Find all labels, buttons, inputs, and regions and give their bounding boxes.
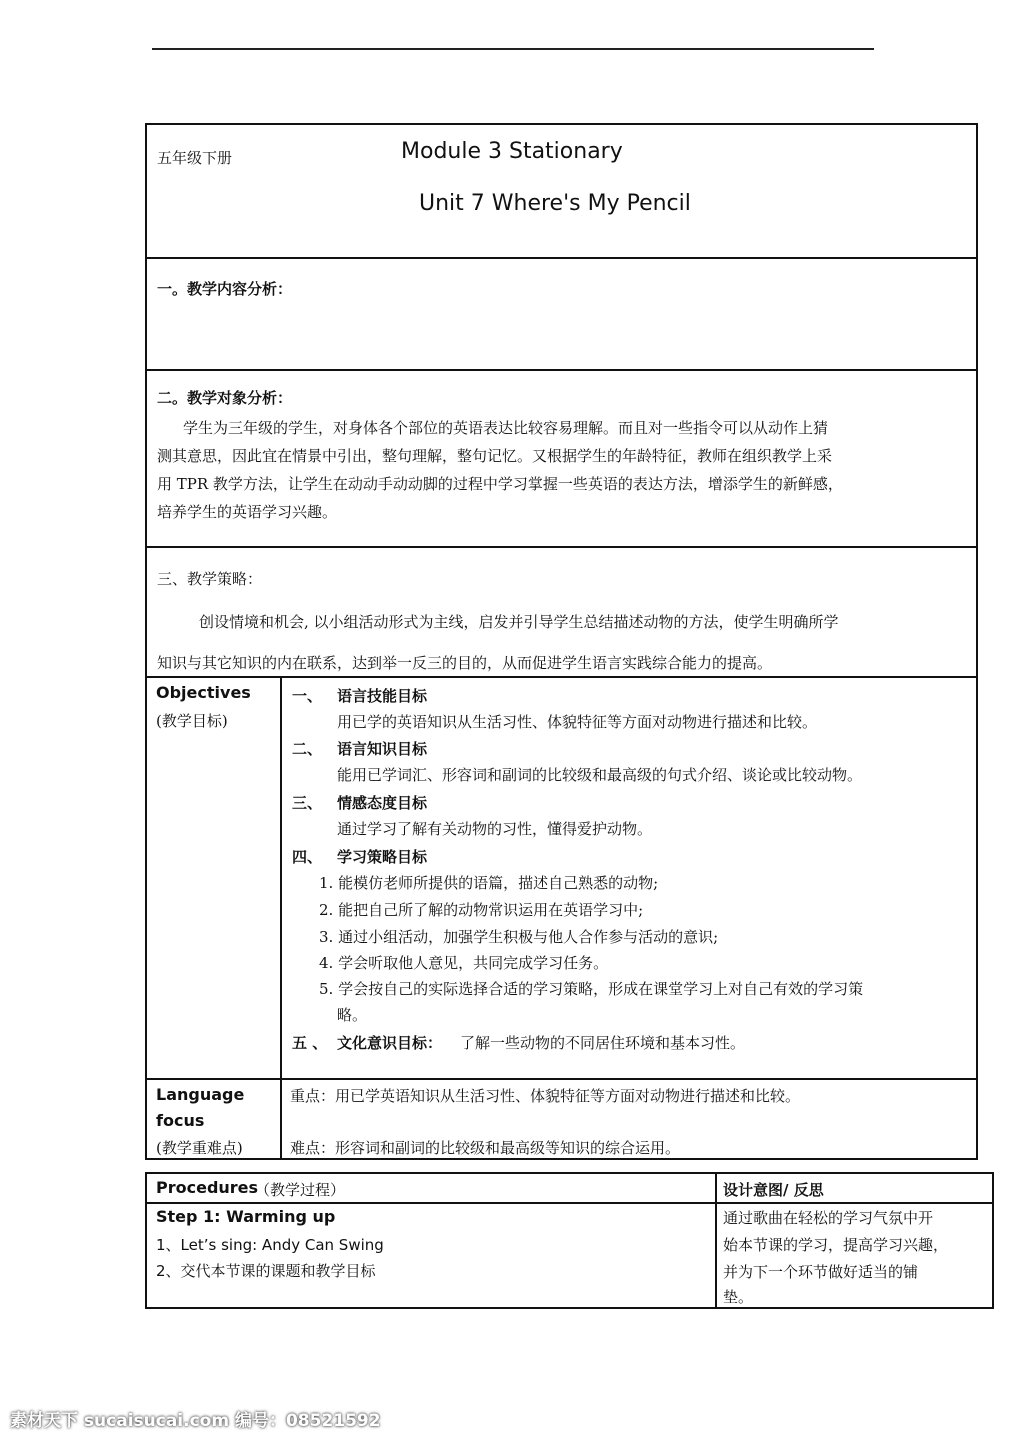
strategy-item: 1. 能模仿老师所提供的语篇，描述自己熟悉的动物; xyxy=(319,874,659,892)
objective-num: 一、 xyxy=(292,687,323,705)
content-analysis-section xyxy=(145,257,978,371)
culture-num: 五 、 xyxy=(292,1034,328,1052)
strategy-line: 知识与其它知识的内在联系，达到举一反三的目的，从而促进学生语言实践综合能力的提高。 xyxy=(157,654,773,672)
design-heading: 设计意图/ 反思 xyxy=(723,1181,824,1199)
strategy-item: 2. 能把自己所了解的动物常识运用在英语学习中; xyxy=(319,901,644,919)
procedures-heading-cn: （教学过程） xyxy=(255,1181,346,1199)
header-rule xyxy=(152,48,874,50)
step-item: 2、交代本节课的课题和教学目标 xyxy=(156,1262,376,1280)
strategy-item: 5. 学会按自己的实际选择合适的学习策略，形成在课堂学习上对自己有效的学习策 xyxy=(319,980,864,998)
procedures-heading: Procedures xyxy=(156,1178,259,1197)
procedures-divider xyxy=(715,1174,717,1307)
objective-text: 用已学的英语知识从生活习性、体貌特征等方面对动物进行描述和比较。 xyxy=(337,713,818,731)
strategy-line: 创设情境和机会, 以小组活动形式为主线，启发并引导学生总结描述动物的方法，使学生明确所学 xyxy=(199,613,839,631)
objective-num: 四、 xyxy=(292,848,323,866)
objective-title: 学习策略目标 xyxy=(337,848,428,866)
key-point: 重点：用已学英语知识从生活习性、体貌特征等方面对动物进行描述和比较。 xyxy=(290,1087,801,1105)
strategy-item: 3. 通过小组活动，加强学生积极与他人合作参与活动的意识; xyxy=(319,928,719,946)
student-analysis-line: 测其意思，因此宜在情景中引出，整句理解，整句记忆。又根据学生的年龄特征，教师在组织教学上采 xyxy=(157,447,833,465)
student-analysis-section xyxy=(145,369,978,548)
objective-title: 情感态度目标 xyxy=(337,794,428,812)
content-analysis-heading: 一。教学内容分析： xyxy=(157,280,293,298)
objective-title: 语言技能目标 xyxy=(337,687,428,705)
strategy-heading: 三、教学策略： xyxy=(157,570,263,588)
objective-num: 二、 xyxy=(292,740,323,758)
grade-label: 五年级下册 xyxy=(157,149,233,167)
student-analysis-heading: 二。教学对象分析： xyxy=(157,389,293,407)
culture-title: 文化意识目标： xyxy=(337,1034,443,1052)
procedures-header-rule xyxy=(147,1202,992,1204)
objectives-table xyxy=(145,676,978,1160)
strategy-item: 4. 学会听取他人意见，共同完成学习任务。 xyxy=(319,954,609,972)
language-focus-label-cn: (教学重难点) xyxy=(156,1139,243,1157)
procedures-table xyxy=(145,1172,994,1309)
design-line: 并为下一个环节做好适当的铺 xyxy=(723,1263,919,1281)
language-focus-label: Language xyxy=(156,1085,245,1104)
objective-num: 三、 xyxy=(292,794,323,812)
student-analysis-line: 培养学生的英语学习兴趣。 xyxy=(157,503,338,521)
objective-text: 能用已学词汇、形容词和副词的比较级和最高级的句式介绍、谈论或比较动物。 xyxy=(337,766,863,784)
design-line: 垫。 xyxy=(723,1288,754,1306)
objectives-divider xyxy=(280,678,282,1158)
language-focus-label: focus xyxy=(156,1111,205,1130)
strategy-item: 略。 xyxy=(337,1006,368,1024)
step-item: 1、Let’s sing: Andy Can Swing xyxy=(156,1236,384,1254)
design-line: 通过歌曲在轻松的学习气氛中开 xyxy=(723,1209,934,1227)
row-divider xyxy=(147,1078,976,1080)
objectives-label-en: Objectives xyxy=(156,683,251,702)
objective-text: 通过学习了解有关动物的习性，懂得爱护动物。 xyxy=(337,820,653,838)
objectives-label-cn: (教学目标) xyxy=(156,712,228,730)
student-analysis-line: 学生为三年级的学生，对身体各个部位的英语表达比较容易理解。而且对一些指令可以从动作上猜 xyxy=(183,419,829,437)
strategy-section xyxy=(145,546,978,678)
culture-text: 了解一些动物的不同居住环境和基本习性。 xyxy=(460,1034,746,1052)
module-title: Module 3 Stationary xyxy=(401,139,623,164)
step-title: Step 1: Warming up xyxy=(156,1207,336,1226)
unit-title: Unit 7 Where's My Pencil xyxy=(419,191,691,216)
title-block xyxy=(145,123,978,259)
watermark: 素材天下 sucaisucai.com 编号：08521592 xyxy=(10,1411,381,1431)
objective-title: 语言知识目标 xyxy=(337,740,428,758)
difficult-point: 难点：形容词和副词的比较级和最高级等知识的综合运用。 xyxy=(290,1139,681,1157)
student-analysis-line: 用 TPR 教学方法，让学生在动动手动动脚的过程中学习掌握一些英语的表达方法，增添学生的新鲜感， xyxy=(157,475,843,493)
design-line: 始本节课的学习，提高学习兴趣， xyxy=(723,1236,949,1254)
